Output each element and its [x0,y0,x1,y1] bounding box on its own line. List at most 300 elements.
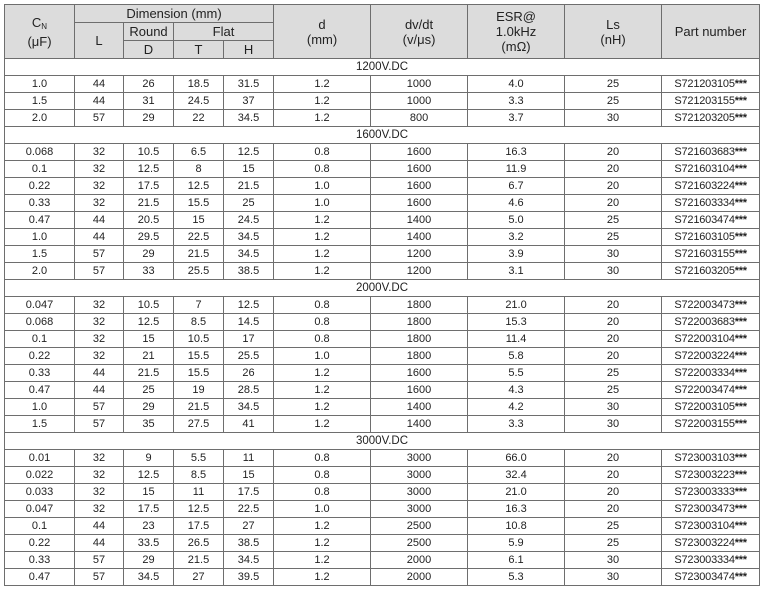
cell-dvdt: 1000 [371,93,468,110]
part-number-suffix: *** [734,196,747,209]
cell-part-number [662,263,760,280]
cell-lead-diameter: 1.2 [274,569,371,586]
cell-flat-thickness: 21.5 [174,552,224,569]
cell-capacitance: 1.0 [5,229,75,246]
cell-flat-thickness: 26.5 [174,535,224,552]
cell-flat-thickness: 18.5 [174,76,224,93]
part-number-text: S722003104 [674,332,735,345]
cell-flat-height: 31.5 [224,76,274,93]
cell-capacitance: 1.5 [5,416,75,433]
cell-dvdt: 3000 [371,467,468,484]
cell-length: 57 [75,552,124,569]
cell-dvdt: 1600 [371,365,468,382]
cell-part-number [662,484,760,501]
cell-round-diameter: 29 [124,399,174,416]
cell-dvdt: 1800 [371,314,468,331]
header-cn-unit: (μF) [27,33,52,49]
cell-dvdt: 1600 [371,161,468,178]
cell-lead-diameter: 1.2 [274,229,371,246]
cell-flat-thickness: 15.5 [174,195,224,212]
cell-esr: 5.8 [468,348,565,365]
cell-length: 44 [75,229,124,246]
cell-flat-height: 37 [224,93,274,110]
cell-part-number [662,212,760,229]
cell-inductance: 25 [565,365,662,382]
table-row [5,569,760,586]
cell-length: 57 [75,399,124,416]
part-number-text: S722003155 [674,417,735,430]
table-row [5,484,760,501]
cell-lead-diameter: 1.2 [274,382,371,399]
cell-flat-height: 15 [224,467,274,484]
cell-length: 32 [75,178,124,195]
voltage-section-row [5,59,760,76]
table-row [5,229,760,246]
cell-lead-diameter: 1.2 [274,535,371,552]
part-number-suffix: *** [734,77,747,90]
cell-capacitance: 0.1 [5,331,75,348]
cell-length: 32 [75,331,124,348]
cell-esr: 11.9 [468,161,565,178]
part-number-suffix: *** [734,349,747,362]
cell-flat-height: 17.5 [224,484,274,501]
cell-capacitance: 1.0 [5,76,75,93]
table-row [5,212,760,229]
part-number-text: S723003473 [674,502,735,515]
cell-dvdt: 2000 [371,569,468,586]
cell-round-diameter: 10.5 [124,144,174,161]
part-number-text: S723003334 [674,553,735,566]
part-number-text: S722003334 [674,366,735,379]
table-row [5,365,760,382]
part-number-suffix: *** [734,383,747,396]
part-number-text: S722003473 [674,298,735,311]
cell-capacitance: 2.0 [5,263,75,280]
header-thickness: T [174,41,224,59]
cell-length: 32 [75,195,124,212]
cell-flat-thickness: 21.5 [174,399,224,416]
part-number-suffix: *** [734,315,747,328]
part-number-text: S723003474 [674,570,735,583]
cell-flat-height: 39.5 [224,569,274,586]
cell-dvdt: 1400 [371,399,468,416]
part-number-suffix: *** [734,332,747,345]
table-row [5,467,760,484]
cell-flat-thickness: 7 [174,297,224,314]
table-row [5,297,760,314]
part-number-suffix: *** [734,230,747,243]
cell-inductance: 20 [565,314,662,331]
cell-length: 32 [75,314,124,331]
cell-round-diameter: 9 [124,450,174,467]
cell-capacitance: 0.33 [5,365,75,382]
cell-inductance: 20 [565,161,662,178]
cell-length: 44 [75,535,124,552]
cell-part-number [662,314,760,331]
cell-flat-height: 27 [224,518,274,535]
cell-dvdt: 800 [371,110,468,127]
cell-esr: 16.3 [468,144,565,161]
cell-inductance: 30 [565,110,662,127]
cell-round-diameter: 35 [124,416,174,433]
cell-round-diameter: 26 [124,76,174,93]
cell-lead-diameter: 1.2 [274,416,371,433]
cell-dvdt: 1400 [371,416,468,433]
cell-capacitance: 0.22 [5,535,75,552]
cell-inductance: 20 [565,501,662,518]
part-number-suffix: *** [734,179,747,192]
cell-length: 32 [75,144,124,161]
part-number-text: S721603334 [674,196,735,209]
cell-length: 32 [75,484,124,501]
cell-part-number [662,552,760,569]
cell-lead-diameter: 1.2 [274,518,371,535]
table-row [5,518,760,535]
cell-length: 32 [75,161,124,178]
table-row [5,93,760,110]
cell-inductance: 30 [565,263,662,280]
part-number-suffix: *** [734,162,747,175]
part-number-suffix: *** [734,536,747,549]
cell-lead-diameter: 1.2 [274,399,371,416]
cell-round-diameter: 21.5 [124,365,174,382]
cell-capacitance: 0.068 [5,314,75,331]
cell-esr: 3.3 [468,93,565,110]
cell-inductance: 20 [565,144,662,161]
cell-dvdt: 3000 [371,501,468,518]
cell-dvdt: 1800 [371,297,468,314]
cell-part-number [662,416,760,433]
cell-inductance: 20 [565,195,662,212]
cell-part-number [662,229,760,246]
part-number-text: S721603474 [674,213,735,226]
cell-flat-height: 34.5 [224,110,274,127]
cell-flat-thickness: 8 [174,161,224,178]
cell-lead-diameter: 0.8 [274,314,371,331]
cell-capacitance: 0.047 [5,501,75,518]
cell-part-number [662,246,760,263]
header-diameter: D [124,41,174,59]
cell-flat-height: 34.5 [224,399,274,416]
cell-dvdt: 2000 [371,552,468,569]
cell-esr: 21.0 [468,297,565,314]
cell-dvdt: 1600 [371,144,468,161]
cell-part-number [662,110,760,127]
cell-flat-height: 24.5 [224,212,274,229]
cell-dvdt: 1400 [371,212,468,229]
cell-round-diameter: 20.5 [124,212,174,229]
cell-dvdt: 3000 [371,484,468,501]
part-number-suffix: *** [734,570,747,583]
table-row [5,144,760,161]
cell-esr: 4.3 [468,382,565,399]
cell-flat-height: 41 [224,416,274,433]
cell-flat-thickness: 17.5 [174,518,224,535]
cell-dvdt: 1600 [371,178,468,195]
cell-lead-diameter: 1.2 [274,212,371,229]
cell-esr: 4.6 [468,195,565,212]
cell-inductance: 20 [565,178,662,195]
cell-length: 44 [75,212,124,229]
cell-flat-thickness: 10.5 [174,331,224,348]
cell-length: 44 [75,93,124,110]
cell-flat-thickness: 12.5 [174,178,224,195]
part-number-text: S721603155 [674,247,735,260]
cell-length: 57 [75,416,124,433]
cell-lead-diameter: 1.2 [274,246,371,263]
cell-flat-thickness: 21.5 [174,246,224,263]
cell-dvdt: 1200 [371,263,468,280]
cell-length: 44 [75,365,124,382]
part-number-suffix: *** [734,111,747,124]
cell-dvdt: 1600 [371,382,468,399]
cell-dvdt: 1800 [371,331,468,348]
cell-capacitance: 0.47 [5,569,75,586]
cell-esr: 15.3 [468,314,565,331]
cell-lead-diameter: 1.0 [274,348,371,365]
cell-flat-thickness: 22 [174,110,224,127]
cell-esr: 3.7 [468,110,565,127]
cell-part-number [662,144,760,161]
cell-lead-diameter: 0.8 [274,484,371,501]
cell-capacitance: 0.1 [5,518,75,535]
cell-length: 32 [75,450,124,467]
cell-esr: 32.4 [468,467,565,484]
cell-inductance: 25 [565,382,662,399]
voltage-section-title: 3000V.DC [5,433,760,450]
table-row [5,263,760,280]
cell-capacitance: 0.47 [5,212,75,229]
cell-capacitance: 1.5 [5,246,75,263]
cell-round-diameter: 33.5 [124,535,174,552]
table-row [5,501,760,518]
cell-inductance: 20 [565,484,662,501]
cell-flat-height: 38.5 [224,263,274,280]
cell-part-number [662,195,760,212]
table-row [5,110,760,127]
cell-esr: 4.2 [468,399,565,416]
cell-round-diameter: 17.5 [124,178,174,195]
cell-part-number [662,518,760,535]
cell-dvdt: 1000 [371,76,468,93]
cell-round-diameter: 33 [124,263,174,280]
cell-esr: 16.3 [468,501,565,518]
table-row [5,76,760,93]
cell-flat-thickness: 15.5 [174,365,224,382]
cell-part-number [662,501,760,518]
cell-capacitance: 2.0 [5,110,75,127]
cell-flat-height: 22.5 [224,501,274,518]
part-number-text: S723003223 [674,468,735,481]
cell-lead-diameter: 0.8 [274,161,371,178]
cell-esr: 5.3 [468,569,565,586]
cell-flat-thickness: 12.5 [174,501,224,518]
cell-inductance: 25 [565,229,662,246]
cell-round-diameter: 12.5 [124,314,174,331]
table-row [5,331,760,348]
cell-esr: 5.0 [468,212,565,229]
cell-flat-height: 17 [224,331,274,348]
cell-esr: 5.5 [468,365,565,382]
cell-lead-diameter: 1.2 [274,110,371,127]
header-length: L [75,23,124,59]
cell-lead-diameter: 1.0 [274,178,371,195]
part-number-suffix: *** [734,400,747,413]
cell-esr: 4.0 [468,76,565,93]
cell-capacitance: 0.22 [5,178,75,195]
cell-flat-height: 26 [224,365,274,382]
cell-flat-height: 25 [224,195,274,212]
part-number-text: S721203105 [674,77,735,90]
part-number-text: S721603205 [674,264,735,277]
part-number-suffix: *** [734,553,747,566]
table-row [5,552,760,569]
cell-dvdt: 1400 [371,229,468,246]
cell-esr: 3.9 [468,246,565,263]
cell-esr: 10.8 [468,518,565,535]
cell-dvdt: 1600 [371,195,468,212]
part-number-text: S722003105 [674,400,735,413]
cell-lead-diameter: 0.8 [274,331,371,348]
cell-inductance: 25 [565,212,662,229]
cell-part-number [662,178,760,195]
cell-capacitance: 0.068 [5,144,75,161]
header-dvdt: dv/dt (v/μs) [371,5,468,59]
part-number-suffix: *** [734,417,747,430]
part-number-text: S722003224 [674,349,735,362]
cell-capacitance: 0.01 [5,450,75,467]
cell-esr: 3.3 [468,416,565,433]
cell-length: 44 [75,76,124,93]
cell-part-number [662,297,760,314]
cell-flat-thickness: 19 [174,382,224,399]
part-number-text: S721603224 [674,179,735,192]
cell-dvdt: 1200 [371,246,468,263]
cell-length: 32 [75,348,124,365]
cell-capacitance: 0.33 [5,195,75,212]
header-height: H [224,41,274,59]
cell-flat-height: 21.5 [224,178,274,195]
cell-capacitance: 1.5 [5,93,75,110]
cell-capacitance: 0.1 [5,161,75,178]
cell-inductance: 30 [565,569,662,586]
cell-round-diameter: 23 [124,518,174,535]
header-esr: ESR@ 1.0kHz (mΩ) [468,5,565,59]
cell-part-number [662,399,760,416]
cell-length: 57 [75,246,124,263]
cell-flat-height: 34.5 [224,552,274,569]
cell-flat-height: 14.5 [224,314,274,331]
cell-esr: 21.0 [468,484,565,501]
cell-part-number [662,535,760,552]
cell-flat-height: 28.5 [224,382,274,399]
cell-round-diameter: 29 [124,552,174,569]
cell-flat-thickness: 8.5 [174,467,224,484]
cell-length: 57 [75,263,124,280]
cell-inductance: 30 [565,416,662,433]
cell-capacitance: 0.47 [5,382,75,399]
cell-part-number [662,365,760,382]
voltage-section-title: 2000V.DC [5,280,760,297]
cell-inductance: 25 [565,535,662,552]
table-row [5,399,760,416]
cell-round-diameter: 29.5 [124,229,174,246]
part-number-suffix: *** [734,247,747,260]
part-number-text: S721603104 [674,162,735,175]
cell-inductance: 20 [565,348,662,365]
cell-inductance: 20 [565,450,662,467]
table-row [5,450,760,467]
part-number-suffix: *** [734,94,747,107]
cell-lead-diameter: 1.2 [274,552,371,569]
cell-part-number [662,331,760,348]
cell-lead-diameter: 0.8 [274,144,371,161]
table-row [5,314,760,331]
cell-inductance: 30 [565,552,662,569]
part-number-text: S721603683 [674,145,735,158]
cell-flat-height: 12.5 [224,144,274,161]
part-number-text: S722003683 [674,315,735,328]
table-row [5,195,760,212]
table-header [5,5,760,59]
cell-flat-height: 12.5 [224,297,274,314]
cell-lead-diameter: 0.8 [274,450,371,467]
cell-capacitance: 0.033 [5,484,75,501]
cell-flat-height: 11 [224,450,274,467]
part-number-suffix: *** [734,451,747,464]
cell-flat-thickness: 15 [174,212,224,229]
cell-capacitance: 0.33 [5,552,75,569]
cell-flat-thickness: 11 [174,484,224,501]
cell-round-diameter: 17.5 [124,501,174,518]
voltage-section-row [5,433,760,450]
cell-esr: 5.9 [468,535,565,552]
part-number-text: S721203155 [674,94,735,107]
table-body [5,59,760,586]
cell-flat-height: 34.5 [224,229,274,246]
cell-lead-diameter: 0.8 [274,297,371,314]
table-row [5,348,760,365]
part-number-text: S722003474 [674,383,735,396]
part-number-text: S723003333 [674,485,735,498]
cell-lead-diameter: 1.0 [274,501,371,518]
cell-round-diameter: 15 [124,331,174,348]
cell-round-diameter: 21.5 [124,195,174,212]
table-row [5,246,760,263]
cell-round-diameter: 12.5 [124,467,174,484]
cell-lead-diameter: 1.0 [274,195,371,212]
cell-dvdt: 1800 [371,348,468,365]
cell-flat-height: 34.5 [224,246,274,263]
cell-esr: 3.1 [468,263,565,280]
cell-inductance: 25 [565,93,662,110]
header-capacitance [5,5,75,59]
cell-inductance: 25 [565,518,662,535]
cell-esr: 66.0 [468,450,565,467]
part-number-text: S723003104 [674,519,735,532]
cell-capacitance: 0.047 [5,297,75,314]
cell-esr: 11.4 [468,331,565,348]
cell-flat-thickness: 22.5 [174,229,224,246]
header-cn-symbol: $C_N$ [31,14,48,31]
cell-part-number [662,382,760,399]
voltage-section-row [5,127,760,144]
cell-flat-thickness: 5.5 [174,450,224,467]
header-dimension: Dimension (mm) [75,5,274,23]
cell-length: 44 [75,518,124,535]
cell-length: 32 [75,297,124,314]
cell-flat-thickness: 8.5 [174,314,224,331]
